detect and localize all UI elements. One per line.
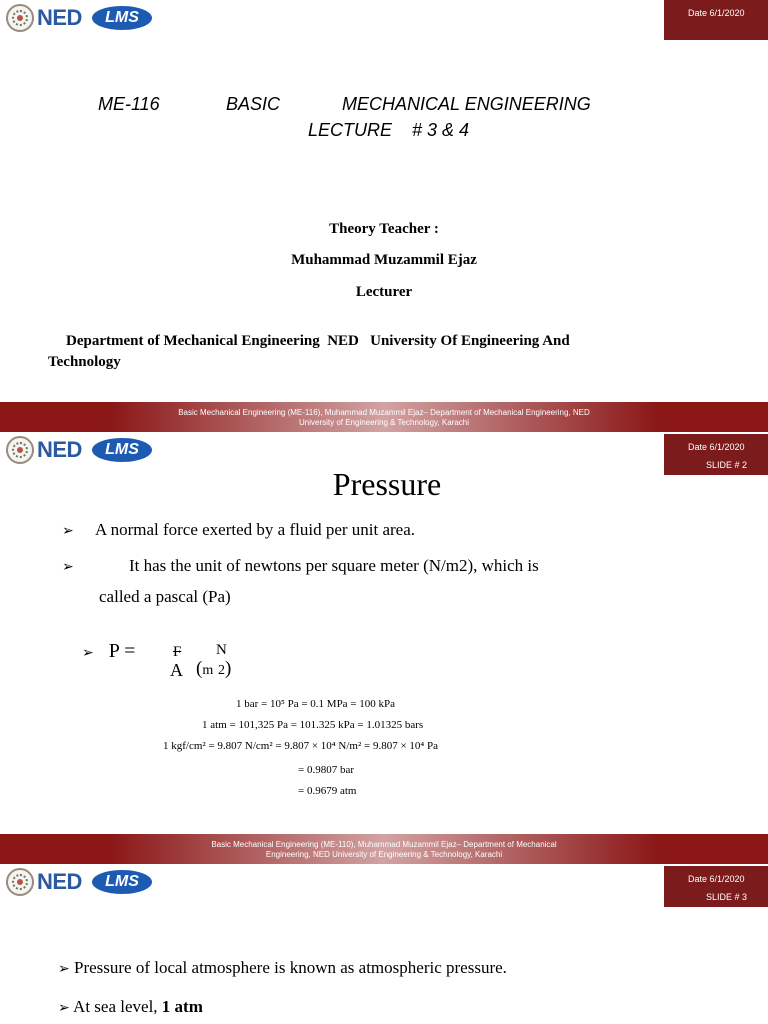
formula-unit-m: m	[202, 663, 214, 678]
arrow-bullet-icon: ➢	[58, 962, 70, 977]
department-line-1: Department of Mechanical Engineering NED University Of Engineering And	[66, 333, 570, 349]
bullet-text: Pressure of local atmosphere is known as atmospheric pressure.	[73, 958, 507, 977]
university-seal-icon	[6, 868, 34, 896]
logo-lms-badge: LMS	[92, 6, 152, 30]
slide-footer	[0, 402, 768, 432]
formula-unit-exponent: 2	[217, 663, 225, 678]
teacher-role: Lecturer	[355, 284, 413, 300]
ned-lms-logo	[6, 868, 152, 898]
formula-lhs: P =	[108, 640, 136, 662]
slide-date: Date 6/1/2020	[688, 8, 745, 18]
atmospheric-pressure-slide	[0, 864, 768, 1024]
arrow-bullet-icon: ➢	[58, 1001, 70, 1016]
course-code: ME-116	[98, 94, 160, 114]
bullet-bold-value: 1 atm	[161, 997, 203, 1016]
logo-ned-text: NED	[37, 869, 82, 894]
arrow-bullet-icon: ➢	[82, 646, 94, 661]
bullet-text: A normal force exerted by a fluid per unit area.	[94, 520, 416, 539]
date-box	[664, 0, 768, 40]
logo-lms-badge: LMS	[92, 870, 152, 894]
course-word-mechanical: MECHANICAL ENGINEERING	[342, 94, 591, 114]
slide-number: SLIDE # 2	[706, 460, 748, 470]
bullet-text: It has the unit of newtons per square meter (N/m2), which is	[128, 556, 539, 575]
bullet-item	[62, 556, 539, 576]
footer-line-2: University of Engineering & Technology, Karachi	[298, 418, 470, 427]
lecture-number: LECTURE # 3 & 4	[308, 120, 470, 140]
slide-footer	[0, 834, 768, 864]
footer-line-2: Engineering, NED University of Engineering & Technology, Karachi	[265, 850, 503, 859]
bullet-text-continuation: called a pascal (Pa)	[99, 587, 231, 606]
slide-date: Date 6/1/2020	[688, 874, 745, 884]
university-seal-icon	[6, 4, 34, 32]
slide-title: Pressure	[332, 466, 442, 502]
bullet-item	[58, 958, 507, 978]
formula-unit-n: N	[216, 642, 227, 658]
ned-lms-logo	[6, 4, 152, 34]
conversion-line: = 0.9807 bar	[298, 764, 354, 776]
bullet-item	[62, 520, 415, 540]
arrow-bullet-icon: ➢	[62, 560, 74, 575]
pressure-slide	[0, 432, 768, 864]
bullet-text: At sea level,	[73, 997, 162, 1016]
conversion-line: 1 atm = 101,325 Pa = 101.325 kPa = 1.01325 bars	[202, 719, 424, 731]
pressure-formula	[82, 640, 135, 663]
slide-date: Date 6/1/2020	[688, 442, 745, 452]
university-seal-icon	[6, 436, 34, 464]
footer-line-1: Basic Mechanical Engineering (ME-110), Muhammad Muzammil Ejaz– Department of Mechanical	[211, 840, 557, 849]
title-slide	[0, 0, 768, 432]
logo-ned-text: NED	[37, 437, 82, 462]
formula-unit-denominator: (m 2)	[196, 658, 232, 679]
slide-number: SLIDE # 3	[706, 892, 748, 902]
teacher-name: Muhammad Muzammil Ejaz	[291, 252, 477, 268]
formula-numerator-f: F	[173, 644, 182, 660]
ned-lms-logo	[6, 436, 152, 466]
formula-denominator-a: A	[170, 660, 183, 680]
date-box	[664, 866, 768, 907]
conversion-line: = 0.9679 atm	[298, 785, 357, 797]
arrow-bullet-icon: ➢	[62, 524, 74, 539]
logo-ned-text: NED	[37, 5, 82, 30]
conversion-line: 1 bar = 10⁵ Pa = 0.1 MPa = 100 kPa	[236, 698, 396, 710]
footer-line-1: Basic Mechanical Engineering (ME-116), Muhammad Muzammil Ejaz– Department of Mechanical Engineering, NED	[178, 408, 590, 417]
department-line-2: Technology	[48, 354, 121, 370]
logo-lms-badge: LMS	[92, 438, 152, 462]
course-word-basic: BASIC	[226, 94, 281, 114]
teacher-label: Theory Teacher :	[329, 221, 439, 237]
bullet-item	[58, 997, 203, 1017]
conversion-line: 1 kgf/cm² = 9.807 N/cm² = 9.807 × 10⁴ N/m² = 9.807 × 10⁴ Pa	[163, 740, 438, 752]
